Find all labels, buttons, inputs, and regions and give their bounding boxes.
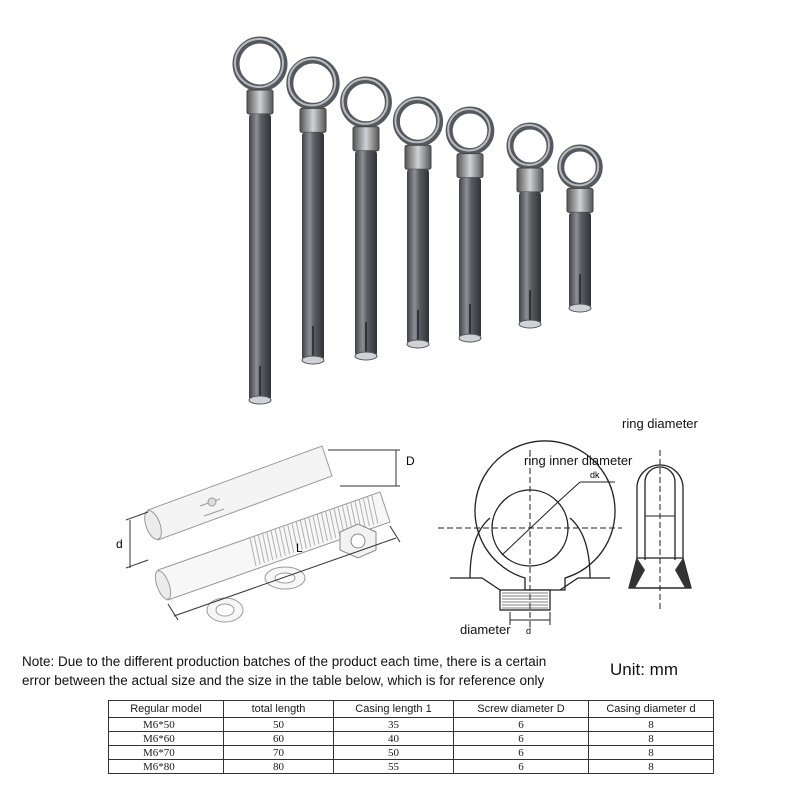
sleeve-anchor-diagram	[100, 420, 440, 630]
ring-inner-diameter-label: ring inner diameter	[524, 453, 633, 468]
cell-model: M6*60	[109, 732, 224, 746]
cell-screw-diameter: 6	[454, 760, 589, 774]
cell-total-length: 60	[224, 732, 334, 746]
eye-bolt	[235, 39, 284, 404]
eye-bolt	[560, 147, 599, 312]
eye-bolt	[448, 109, 491, 342]
cell-total-length: 80	[224, 760, 334, 774]
cell-screw-diameter: 6	[454, 732, 589, 746]
disclaimer-note	[22, 652, 582, 690]
cell-model: M6*80	[109, 760, 224, 774]
header-casing-diameter: Casing diameter d	[589, 701, 714, 718]
cell-casing-length: 35	[334, 718, 454, 732]
header-screw-diameter: Screw diameter D	[454, 701, 589, 718]
ring-diameter-label: ring diameter	[622, 416, 698, 431]
cell-screw-diameter: 6	[454, 718, 589, 732]
note-line-2: error between the actual size and the size in the table below, which is for reference only	[22, 673, 545, 688]
table-header-row	[109, 701, 714, 718]
cell-model: M6*50	[109, 718, 224, 732]
sleeve-label-D: D	[406, 454, 415, 468]
cell-casing-diameter: 8	[589, 760, 714, 774]
sleeve-label-L: L	[296, 541, 303, 555]
sleeve-label-d: d	[116, 537, 123, 551]
cell-casing-diameter: 8	[589, 718, 714, 732]
unit-label: Unit: mm	[610, 660, 678, 679]
cell-casing-length: 55	[334, 760, 454, 774]
cell-casing-diameter: 8	[589, 732, 714, 746]
eye-bolt	[343, 79, 389, 360]
cell-casing-length: 40	[334, 732, 454, 746]
cell-casing-length: 50	[334, 746, 454, 760]
header-regular-model: Regular model	[109, 701, 224, 718]
header-total-length: total length	[224, 701, 334, 718]
cell-total-length: 70	[224, 746, 334, 760]
table-row	[109, 746, 714, 760]
table-row	[109, 732, 714, 746]
cell-model: M6*70	[109, 746, 224, 760]
eye-bolt	[289, 59, 336, 364]
ring-label-d: d	[526, 626, 532, 636]
header-casing-length: Casing length 1	[334, 701, 454, 718]
eye-bolt	[395, 99, 439, 348]
product-photo	[200, 18, 640, 410]
table-row	[109, 760, 714, 774]
cell-total-length: 50	[224, 718, 334, 732]
cell-casing-diameter: 8	[589, 746, 714, 760]
note-line-1: Note: Due to the different production batches of the product each time, there is a certain	[22, 654, 547, 669]
eye-bolt	[509, 125, 550, 328]
table-row	[109, 718, 714, 732]
diameter-label: diameter	[460, 622, 511, 637]
cell-screw-diameter: 6	[454, 746, 589, 760]
ring-front-diagram	[430, 440, 633, 640]
ring-label-dk: dk	[590, 470, 600, 480]
spec-table	[108, 700, 714, 774]
